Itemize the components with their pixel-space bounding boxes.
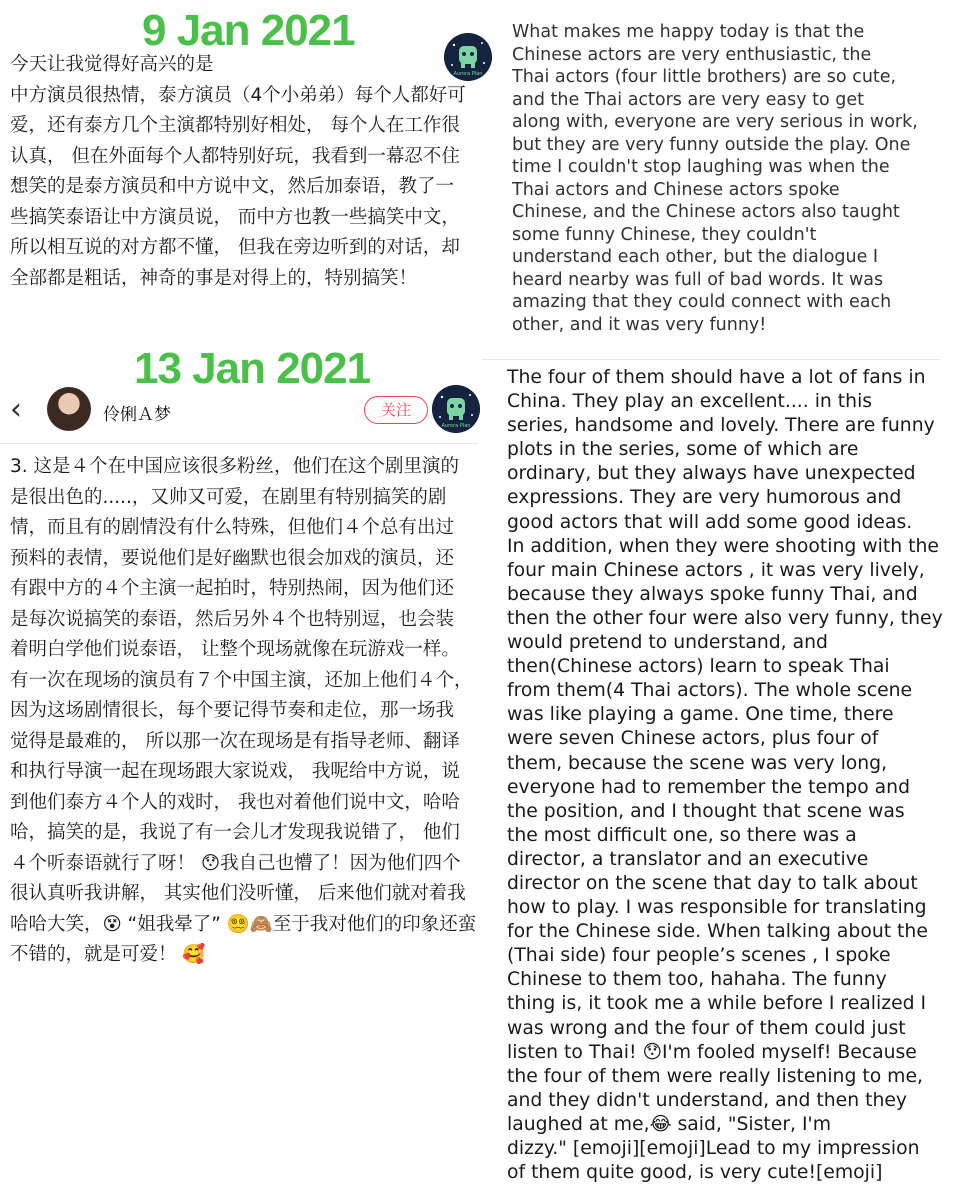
date-heading-1: 9 Jan 2021: [142, 6, 355, 55]
post1-chinese-text: 今天让我觉得好高兴的是 中方演员很热情，泰方演员（4个小弟弟）每个人都好可 爱，还有泰方几个主演都特别好相处， 每个人在工作很 认真， 但在外面每个人都特别好玩，我看到一幕忍不住 想笑的是泰方演员和中方说中文，然后加泰语，教了一 些搞笑泰语让中方演员说， 而中方也教一些搞笑中文， 所以相互说的对方都不懂， 但我在旁边听到的对话，却 全部都是粗话，神奇的事是对得上的，特别搞笑！: [10, 54, 466, 289]
aurora-plan-logo-2: [432, 385, 480, 433]
follow-button[interactable]: 关注: [364, 396, 428, 424]
post1-english-text: What makes me happy today is that the Chinese actors are very enthusiastic, the Thai actors (four little brothers) are so cute, and the Thai actors are very easy to get along with, everyone are very serious in work, but they are very funny outside the play. One time I couldn't stop laughing was when the Thai actors and Chinese actors spoke Chinese, and the Chinese actors also taught some funny Chinese, they couldn't understand each other, but the dialogue I heard nearby was full of bad words. It was amazing that they could connect with each other, and it was very funny!: [512, 22, 918, 335]
post2-english-text: The four of them should have a lot of fans in China. They play an excellent.... in this series, handsome and lovely. There are funny plots in the series, some of which are ordinary, but they always have unexpected expressions. They are very humorous and good actors that will add some good ideas. In addition, when they were shooting with the four main Chinese actors , it was very lively, because they always spoke funny Thai, and then the other four were also very funny, they would pretend to understand, and then(Chinese actors) learn to speak Thai from them(4 Thai actors). The whole scene was like playing a game. One time, there were seven Chinese actors, plus four of them, because the scene was very long, everyone had to remember the tempo and the position, and I thought that scene was the most difficult one, so there was a director, a translator and an executive director on the scene that day to talk about how to play. I was responsible for translating for the Chinese side. When talking about the (Thai side) four people’s scenes , I spoke Chinese to them too, hahaha. The funny thing is, it took me a while before I realized I was wrong and the four of them could just listen to Thai! 😯I'm fooled myself! Because the four of them were really listening to me, and they didn't understand, and then they laughed at me,😂 said, "Sister, I'm dizzy." [emoji][emoji]Lead to my impression of them quite good, is very cute![emoji]: [507, 367, 943, 1184]
post2-chinese-text: 3. 这是４个在中国应该很多粉丝，他们在这个剧里演的 是很出色的.....，又帅又可爱，在剧里有特别搞笑的剧 情，而且有的剧情没有什么特殊，但他们４个总有出过 预料的表情，要说他们是好幽默也很会加戏的演员，还 有跟中方的４个主演一起拍时，特别热闹，因为他们还 是每次说搞笑的泰语，然后另外４个也特别逗，也会装 着明白学他们说泰语， 让整个现场就像在玩游戏一样。 有一次在现场的演员有７个中国主演，还加上他们４个， 因为这场剧情很长，每个要记得节奏和走位，那一场我 觉得是最难的， 所以那一次在现场是有指导老师、翻译 和执行导演一起在现场跟大家说戏， 我呢给中方说，说 到他们泰方４个人的戏时， 我也对着他们说中文，哈哈 哈，搞笑的是，我说了有一会儿才发现我说错了， 他们 ４个听泰语就行了呀！ 😯我自己也懵了！因为他们四个 很认真听我讲解， 其实他们没听懂， 后来他们就对着我 哈哈大笑，😵 “姐我晕了” 😵‍💫🙈至于我对他们的印象还蛮 不错的，就是可爱！ 🥰: [10, 456, 477, 965]
header-divider: [0, 443, 478, 444]
svg-text:Aurora Plan: Aurora Plan: [453, 71, 483, 77]
user-avatar[interactable]: [47, 387, 91, 431]
back-arrow-icon[interactable]: ‹: [10, 392, 22, 427]
svg-text:Aurora Plan: Aurora Plan: [441, 423, 471, 429]
section-divider: [482, 359, 940, 360]
aurora-logo-icon: [444, 33, 492, 81]
username[interactable]: 伶俐Ａ梦: [103, 405, 171, 425]
aurora-plan-logo: [444, 33, 492, 81]
date-heading-2: 13 Jan 2021: [134, 344, 371, 393]
aurora-logo-icon: [432, 385, 480, 433]
